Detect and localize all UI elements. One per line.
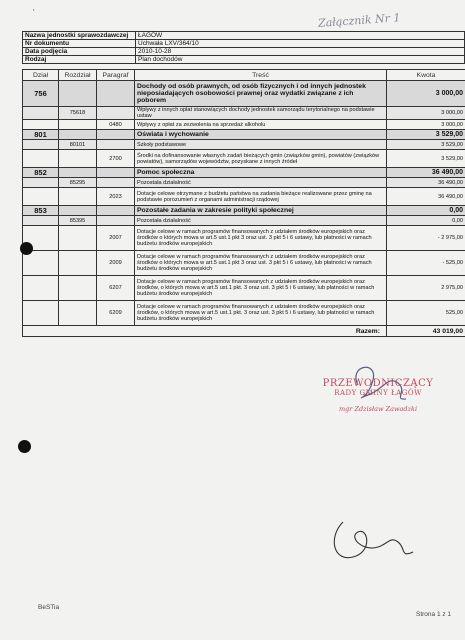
table-row	[23, 140, 465, 150]
metadata-table	[22, 31, 465, 64]
table-row	[23, 168, 465, 178]
cell-rozdzial	[59, 81, 97, 107]
meta-row	[23, 56, 465, 64]
cell-dzial	[23, 301, 59, 326]
cell-paragraf	[97, 178, 135, 188]
cell-tresc: Oświata i wychowanie	[135, 130, 387, 140]
meta-value: 2010-10-28	[136, 48, 465, 56]
table-row	[23, 188, 465, 206]
cell-rozdzial: 75618	[59, 107, 97, 120]
cell-dzial: 853	[23, 206, 59, 216]
table-row	[23, 226, 465, 251]
cell-dzial	[23, 150, 59, 168]
cell-tresc: Dotacje celowe w ramach programów finansowanych z udziałem środków europejskich oraz środków, o których mowa w art.5 ust.1 pkt. 3 oraz ust. 3 pkt 5 i 6 ustawy, lub płatności w ramach budżetu środków europejskich	[135, 276, 387, 301]
cell-rozdzial	[59, 130, 97, 140]
cell-tresc: Pozostałe zadania w zakresie polityki społecznej	[135, 206, 387, 216]
stamp-name: mgr Zdzisław Zawadzki	[338, 405, 418, 413]
cell-paragraf	[97, 130, 135, 140]
header-kwota: Kwota	[387, 70, 465, 81]
handwritten-annotation: Załącznik Nr 1	[317, 11, 401, 30]
corner-mark: '	[33, 8, 35, 17]
cell-kwota: 2 975,00	[387, 276, 465, 301]
cell-rozdzial	[59, 168, 97, 178]
cell-kwota: 0,00	[387, 216, 465, 226]
cell-kwota: 3 000,00	[387, 81, 465, 107]
cell-kwota: - 2 975,00	[387, 226, 465, 251]
cell-kwota: 3 000,00	[387, 107, 465, 120]
binder-hole-bottom	[18, 440, 31, 453]
cell-rozdzial: 85395	[59, 216, 97, 226]
table-row	[23, 251, 465, 276]
table-row	[23, 107, 465, 120]
cell-paragraf: 2007	[97, 226, 135, 251]
cell-paragraf: 6207	[97, 276, 135, 301]
table-row	[23, 301, 465, 326]
signature-stamp	[318, 378, 438, 413]
table-row	[23, 81, 465, 107]
cell-paragraf	[97, 107, 135, 120]
cell-dzial	[23, 120, 59, 130]
meta-key: Nazwa jednostki sprawozdawczej	[23, 32, 136, 40]
cell-paragraf: 6209	[97, 301, 135, 326]
cell-dzial	[23, 188, 59, 206]
meta-value: Plan dochodów	[136, 56, 465, 64]
cell-tresc: Dotacje celowe w ramach programów finansowanych z udziałem środków europejskich oraz środków, o których mowa w art.5 ust.1 pkt. 3 oraz ust. 3 pkt 5 i 6 ustawy, lub płatności w ramach budżetu środków europejskich	[135, 301, 387, 326]
meta-row	[23, 32, 465, 40]
cell-tresc: Dotacje celowe otrzymane z budżetu państwa na zadania bieżące realizowane przez gminę na podstawie porozumień z organami administracji rządowej	[135, 188, 387, 206]
cell-paragraf: 0480	[97, 120, 135, 130]
cell-rozdzial	[59, 120, 97, 130]
cell-tresc: Szkoły podstawowe	[135, 140, 387, 150]
cell-rozdzial	[59, 226, 97, 251]
table-row	[23, 206, 465, 216]
cell-tresc: Dochody od osób prawnych, od osób fizycznych i od innych jednostek nieposiadających osobowości prawnej oraz wydatki związane z ich poborem	[135, 81, 387, 107]
cell-tresc: Wpływy z innych opłat stanowiących dochody jednostek samorządu terytorialnego na podstawie ustaw	[135, 107, 387, 120]
cell-dzial	[23, 107, 59, 120]
stamp-council: RADY GMINY ŁAGÓW	[334, 389, 422, 397]
total-row	[23, 326, 465, 337]
table-row	[23, 130, 465, 140]
cell-paragraf	[97, 140, 135, 150]
total-label: Razem:	[23, 326, 387, 337]
meta-row	[23, 48, 465, 56]
cell-paragraf	[97, 81, 135, 107]
cell-rozdzial	[59, 206, 97, 216]
cell-tresc: Wpływy z opłat za zezwolenia na sprzedaż alkoholu	[135, 120, 387, 130]
cell-dzial: 852	[23, 168, 59, 178]
cell-dzial: 801	[23, 130, 59, 140]
header-dzial: Dział	[23, 70, 59, 81]
cell-paragraf	[97, 206, 135, 216]
cell-kwota: 3 529,00	[387, 140, 465, 150]
cell-paragraf: 2009	[97, 251, 135, 276]
cell-dzial	[23, 140, 59, 150]
cell-rozdzial	[59, 251, 97, 276]
cell-tresc: Pozostała działalność	[135, 216, 387, 226]
meta-value: Uchwała LXV/364/10	[136, 40, 465, 48]
cell-rozdzial: 85295	[59, 178, 97, 188]
cell-tresc: Pozostała działalność	[135, 178, 387, 188]
cell-rozdzial	[59, 150, 97, 168]
cell-tresc: Dotacje celowe w ramach programów finansowanych z udziałem środków europejskich oraz środków o których mowa w art.5 ust.1 pkt 3 oraz ust. 3 pkt 5 i 6 ustawy, lub płatności w ramach budżetu środków europejskich	[135, 226, 387, 251]
cell-kwota: 3 529,00	[387, 130, 465, 140]
cell-rozdzial	[59, 301, 97, 326]
revenue-table	[22, 69, 465, 337]
cell-paragraf: 2700	[97, 150, 135, 168]
cell-dzial	[23, 216, 59, 226]
binder-hole-top	[20, 242, 33, 255]
cell-kwota: - 525,00	[387, 251, 465, 276]
meta-key: Nr dokumentu	[23, 40, 136, 48]
table-row	[23, 120, 465, 130]
header-tresc: Treść	[135, 70, 387, 81]
cell-paragraf	[97, 168, 135, 178]
cell-kwota: 0,00	[387, 206, 465, 216]
meta-key: Rodzaj	[23, 56, 136, 64]
total-value: 43 019,00	[387, 326, 465, 337]
cell-kwota: 36 490,00	[387, 178, 465, 188]
cell-tresc: Dotacje celowe w ramach programów finansowanych z udziałem środków europejskich oraz środków o których mowa w art.5 ust.1 pkt 3 oraz ust. 3 pkt 5 i 6 ustawy, lub płatności w ramach budżetu środków europejskich	[135, 251, 387, 276]
bottom-signature-scribble	[318, 512, 428, 572]
table-row	[23, 216, 465, 226]
header-rozdzial: Rozdział	[59, 70, 97, 81]
table-row	[23, 276, 465, 301]
table-row	[23, 178, 465, 188]
cell-dzial	[23, 276, 59, 301]
cell-kwota: 3 529,00	[387, 150, 465, 168]
footer-page-number: Strona 1 z 1	[416, 611, 452, 618]
table-row	[23, 150, 465, 168]
meta-value: ŁAGÓW	[136, 32, 465, 40]
cell-rozdzial: 80101	[59, 140, 97, 150]
cell-dzial: 756	[23, 81, 59, 107]
cell-kwota: 3 000,00	[387, 120, 465, 130]
cell-paragraf: 2023	[97, 188, 135, 206]
cell-dzial	[23, 178, 59, 188]
meta-key: Data podjęcia	[23, 48, 136, 56]
table-header-row	[23, 70, 465, 81]
meta-row	[23, 40, 465, 48]
footer-software: BeSTia	[38, 604, 60, 611]
cell-kwota: 525,00	[387, 301, 465, 326]
stamp-title: PRZEWODNICZĄCY	[322, 378, 434, 389]
header-paragraf: Paragraf	[97, 70, 135, 81]
cell-tresc: Pomoc społeczna	[135, 168, 387, 178]
cell-paragraf	[97, 216, 135, 226]
cell-rozdzial	[59, 276, 97, 301]
cell-rozdzial	[59, 188, 97, 206]
cell-tresc: Środki na dofinansowanie własnych zadań bieżących gmin (związków gmin), powiatów (związków powiatów), samorządów województw, pozyskane z innych źródeł	[135, 150, 387, 168]
cell-kwota: 36 490,00	[387, 188, 465, 206]
cell-kwota: 36 490,00	[387, 168, 465, 178]
